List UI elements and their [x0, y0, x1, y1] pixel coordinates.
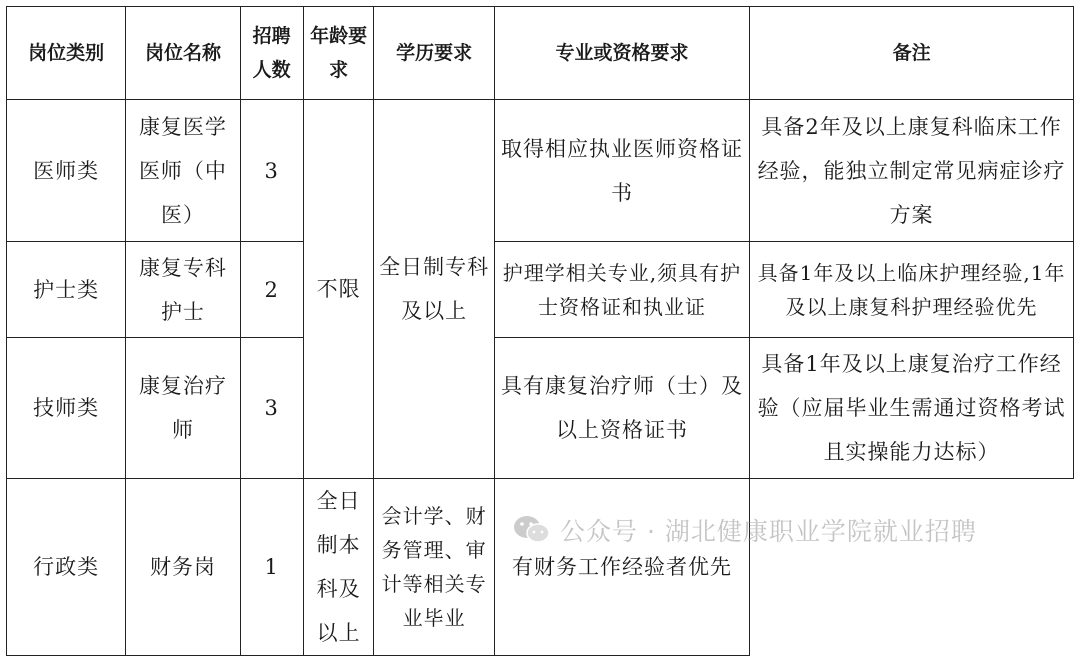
- cell-qualification: 护理学相关专业,须具有护士资格证和执业证: [494, 242, 749, 338]
- header-notes: 备注: [750, 7, 1074, 100]
- cell-qualification: 取得相应执业医师资格证书: [494, 100, 749, 242]
- header-age: 年龄要求: [303, 7, 374, 100]
- cell-position: 康复医学医师（中医）: [126, 100, 240, 242]
- cell-category: 医师类: [7, 100, 126, 242]
- cell-qualification: 会计学、财务管理、审计等相关专业毕业: [374, 479, 494, 656]
- header-category: 岗位类别: [7, 7, 126, 100]
- cell-notes: 有财务工作经验者优先: [494, 479, 749, 656]
- cell-notes: 具备1年及以上康复治疗工作经验（应届毕业生需通过资格考试且实操能力达标）: [750, 338, 1074, 479]
- cell-category: 护士类: [7, 242, 126, 338]
- cell-count: 1: [240, 479, 303, 656]
- cell-category: 技师类: [7, 338, 126, 479]
- cell-position: 康复专科护士: [126, 242, 240, 338]
- table-row: [7, 242, 1074, 338]
- table-row: [7, 479, 1074, 656]
- cell-age-merged: 不限: [303, 100, 374, 479]
- header-position: 岗位名称: [126, 7, 240, 100]
- table-row: [7, 100, 1074, 242]
- cell-education-merged-b: 全日制本科及以上: [303, 479, 374, 656]
- cell-category: 行政类: [7, 479, 126, 656]
- cell-count: 3: [240, 100, 303, 242]
- cell-count: 3: [240, 338, 303, 479]
- header-education: 学历要求: [374, 7, 494, 100]
- header-qualification: 专业或资格要求: [494, 7, 749, 100]
- cell-count: 2: [240, 242, 303, 338]
- recruitment-table: [6, 6, 1074, 656]
- cell-notes: 具备1年及以上临床护理经验,1年及以上康复科护理经验优先: [750, 242, 1074, 338]
- cell-education-merged-a: 全日制专科及以上: [374, 100, 494, 479]
- cell-position: 康复治疗师: [126, 338, 240, 479]
- cell-qualification: 具有康复治疗师（士）及以上资格证书: [494, 338, 749, 479]
- header-count: 招聘人数: [240, 7, 303, 100]
- watermark-text: 公众号 · 湖北健康职业学院就业招聘: [560, 517, 977, 546]
- table-row: [7, 338, 1074, 479]
- cell-position: 财务岗: [126, 479, 240, 656]
- header-row: [7, 7, 1074, 100]
- cell-notes: 具备2年及以上康复科临床工作经验，能独立制定常见病症诊疗方案: [750, 100, 1074, 242]
